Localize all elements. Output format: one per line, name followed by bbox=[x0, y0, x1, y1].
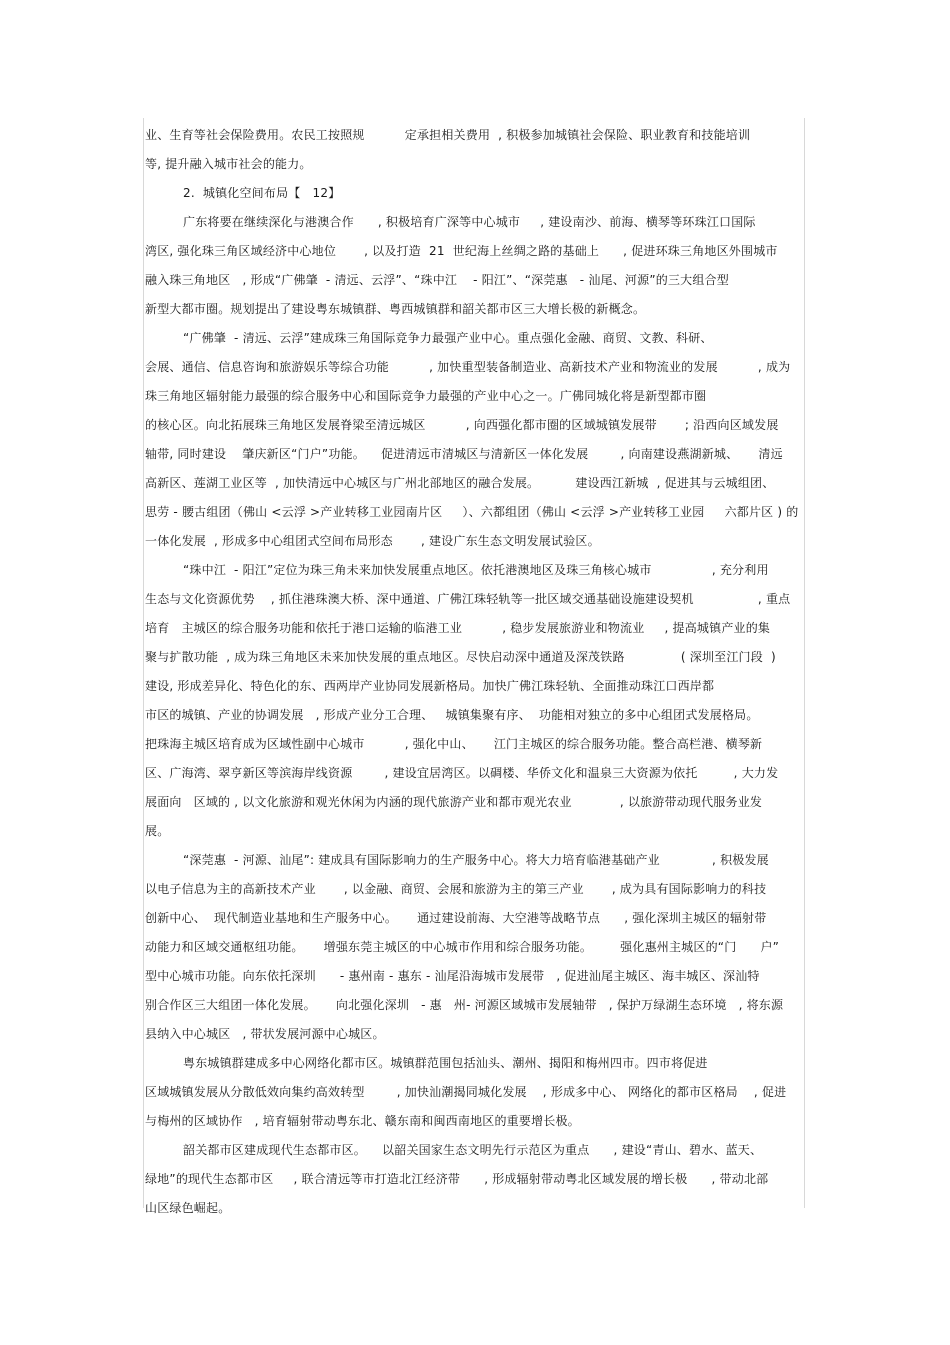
text-line: 区、广海湾、翠亨新区等滨海岸线资源 , 建设宜居湾区。以碉楼、华侨文化和温泉三大资源为依托 , 大力发 bbox=[145, 766, 779, 780]
text-line: 展。 bbox=[145, 824, 170, 838]
text-line: “珠中江 - 阳江”定位为珠三角未来加快发展重点地区。依托港澳地区及珠三角核心城市 , 充分利用 bbox=[183, 563, 769, 577]
text-line: 粤东城镇群建成多中心网络化都市区。城镇群范围包括汕头、潮州、揭阳和梅州四市。四市将促进 bbox=[183, 1056, 708, 1070]
text-line: 市区的城镇、产业的协调发展 , 形成产业分工合理、 城镇集聚有序、 功能相对独立的多中心组团式发展格局。 bbox=[145, 708, 759, 722]
text-line: 展面向 区域的 , 以文化旅游和观光休闲为内涵的现代旅游产业和都市观光农业 , 以旅游带动现代服务业发 bbox=[145, 795, 763, 809]
text-line: 新型大都市圈。规划提出了建设粤东城镇群、粤西城镇群和韶关都市区三大增长极的新概念。 bbox=[145, 302, 646, 316]
text-line: 思劳 - 腰古组团（佛山 <云浮 >产业转移工业园南片区 ）、六都组团（佛山 <云浮 >产业转移工业园 六都片区 ) 的 bbox=[145, 505, 799, 519]
text-line: 把珠海主城区培育成为区域性副中心城市 , 强化中山、 江门主城区的综合服务功能。整合高栏港、横琴新 bbox=[145, 737, 763, 751]
text-line: 广东将要在继续深化与港澳合作 , 积极培育广深等中心城市 , 建设南沙、前海、横琴等环珠江口国际 bbox=[183, 215, 756, 229]
text-line: 2. 城镇化空间布局【 12】 bbox=[183, 186, 341, 200]
text-line: 培育 主城区的综合服务功能和依托于港口运输的临港工业 , 稳步发展旅游业和物流业 , 提高城镇产业的集 bbox=[145, 621, 771, 635]
text-line: 与梅州的区域协作 , 培育辐射带动粤东北、赣东南和闽西南地区的重要增长极。 bbox=[145, 1114, 580, 1128]
text-line: 业、生育等社会保险费用。农民工按照规 定承担相关费用 , 积极参加城镇社会保险、职业教育和技能培训 bbox=[145, 128, 751, 142]
text-line: “深莞惠 - 河源、汕尾”: 建成具有国际影响力的生产服务中心。将大力培育临港基础产业 , 积极发展 bbox=[183, 853, 769, 867]
text-line: 高新区、莲湖工业区等 , 加快清远中心城区与广州北部地区的融合发展。 建设西江新城 , 促进其与云城组团、 bbox=[145, 476, 775, 490]
text-line: 聚与扩散功能 , 成为珠三角地区未来加快发展的重点地区。尽快启动深中通道及深茂铁路 ( 深圳至江门段 ) bbox=[145, 650, 776, 664]
text-line: 会展、通信、信息咨询和旅游娱乐等综合功能 , 加快重型装备制造业、高新技术产业和物流业的发展 , 成为 bbox=[145, 360, 791, 374]
text-line: 绿地”的现代生态都市区 , 联合清远等市打造北江经济带 , 形成辐射带动粤北区域发展的增长极 , 带动北部 bbox=[145, 1172, 769, 1186]
text-line: 融入珠三角地区 , 形成“广佛肇 - 清远、云浮”、“珠中江 - 阳江”、“深莞惠 - 汕尾、河源”的三大组合型 bbox=[145, 273, 729, 287]
text-line: 韶关都市区建成现代生态都市区。 以韶关国家生态文明先行示范区为重点 , 建设“青山、碧水、蓝天、 bbox=[183, 1143, 763, 1157]
text-line: 山区绿色崛起。 bbox=[145, 1201, 231, 1215]
text-line: 以电子信息为主的高新技术产业 , 以金融、商贸、会展和旅游为主的第三产业 , 成为具有国际影响力的科技 bbox=[145, 882, 767, 896]
text-line: 建设, 形成差异化、特色化的东、西两岸产业协同发展新格局。加快广佛江珠轻轨、全面推动珠江口西岸都 bbox=[145, 679, 715, 693]
text-line: “广佛肇 - 清远、云浮”建成珠三角国际竞争力最强产业中心。重点强化金融、商贸、文教、科研、 bbox=[183, 331, 713, 345]
text-line: 动能力和区域交通枢纽功能。 增强东莞主城区的中心城市作用和综合服务功能。 强化惠州主城区的“门 户” bbox=[145, 940, 780, 954]
text-line: 型中心城市功能。向东依托深圳 - 惠州南 - 惠东 - 汕尾沿海城市发展带 , 促进汕尾主城区、海丰城区、深汕特 bbox=[145, 969, 760, 983]
text-line: 生态与文化资源优势 , 抓住港珠澳大桥、深中通道、广佛江珠轻轨等一批区域交通基础设施建设契机 , 重点 bbox=[145, 592, 791, 606]
document-body bbox=[145, 121, 803, 1223]
text-line: 一体化发展 , 形成多中心组团式空间布局形态 , 建设广东生态文明发展试验区。 bbox=[145, 534, 600, 548]
text-line: 等, 提升融入城市社会的能力。 bbox=[145, 157, 312, 171]
text-line: 珠三角地区辐射能力最强的综合服务中心和国际竞争力最强的产业中心之一。广佛同城化将是新型都市圈 bbox=[145, 389, 707, 403]
text-line: 别合作区三大组团一体化发展。 向北强化深圳 - 惠 州- 河源区域城市发展轴带 , 保护万绿湖生态环境 , 将东源 bbox=[145, 998, 784, 1012]
text-line: 的核心区。向北拓展珠三角地区发展脊梁至清远城区 , 向西强化都市圈的区域城镇发展带 ; 沿西向区域发展 bbox=[145, 418, 779, 432]
text-line: 区域城镇发展从分散低效向集约高效转型 , 加快汕潮揭同城化发展 , 形成多中心、 网络化的都市区格局 , 促进 bbox=[145, 1085, 787, 1099]
text-line: 湾区, 强化珠三角区域经济中心地位 , 以及打造 21 世纪海上丝绸之路的基础上 , 促进环珠三角地区外围城市 bbox=[145, 244, 778, 258]
text-line: 县纳入中心城区 , 带状发展河源中心城区。 bbox=[145, 1027, 385, 1041]
text-line: 轴带, 同时建设 肇庆新区“门户”功能。 促进清远市清城区与清新区一体化发展 , 向南建设燕湖新城、 清远 bbox=[145, 447, 783, 461]
text-line: 创新中心、 现代制造业基地和生产服务中心。 通过建设前海、大空港等战略节点 , 强化深圳主城区的辐射带 bbox=[145, 911, 767, 925]
